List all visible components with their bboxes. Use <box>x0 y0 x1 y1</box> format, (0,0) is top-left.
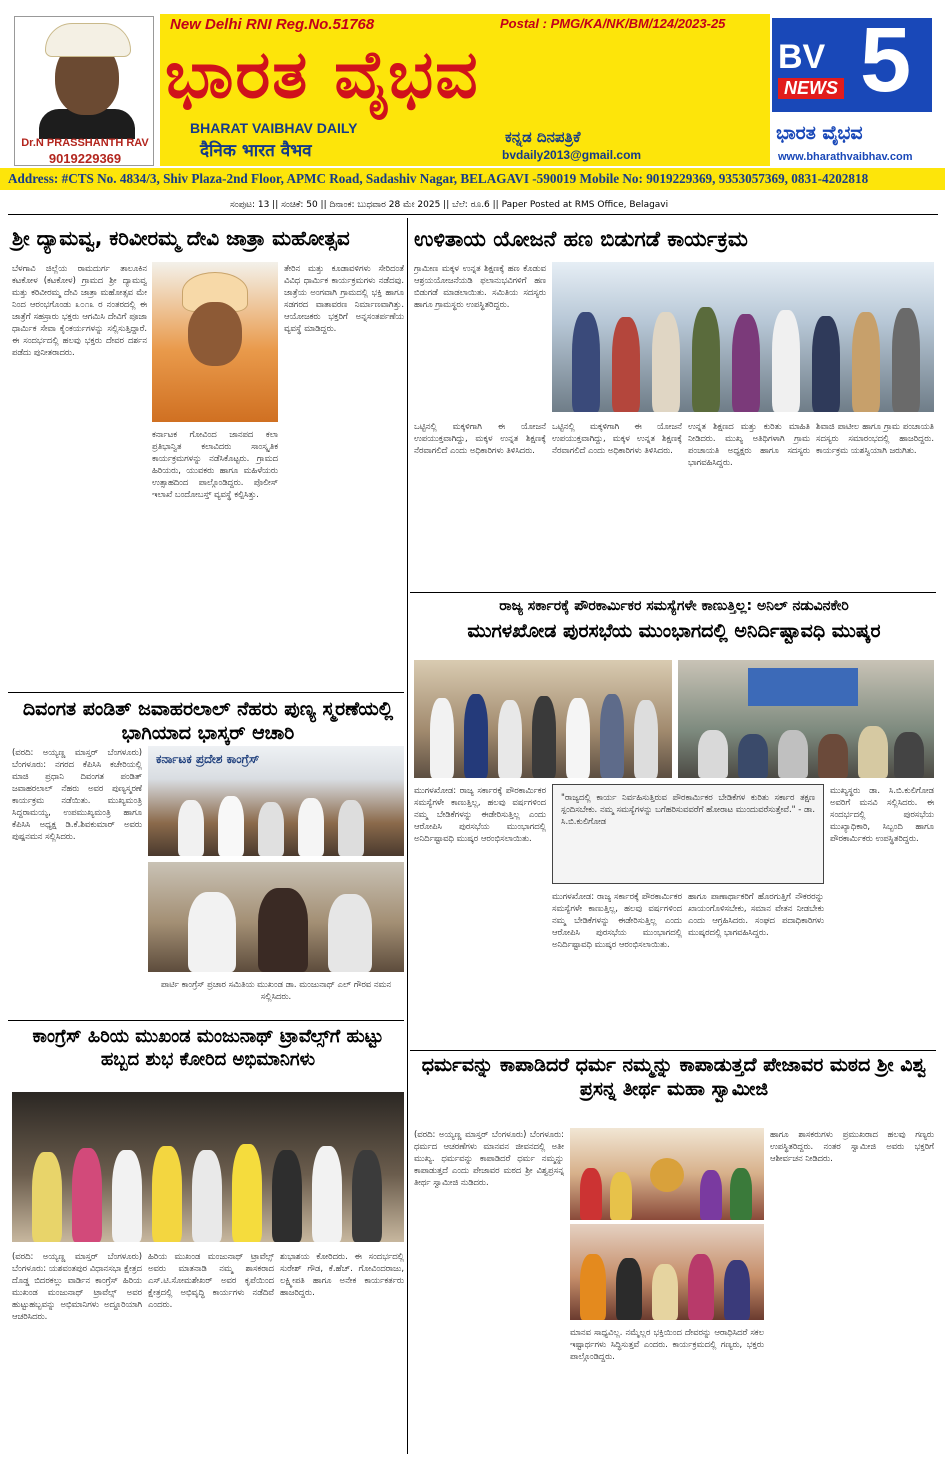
person-face <box>188 302 242 366</box>
article-headline: ಕಾಂಗ್ರೆಸ್ ಹಿರಿಯ ಮುಖಂಡ ಮಂಜುನಾಥ್ ಟ್ರಾವೆಲ್ಸ್‌ಗೆ ಹುಟ್ಟು ಹಬ್ಬದ ಶುಭ ಕೋರಿದ ಅಭಿಮಾನಿಗಳು <box>32 1026 384 1070</box>
person <box>700 1170 722 1220</box>
person <box>692 307 720 412</box>
divider <box>8 214 938 215</box>
logo-bv: BV <box>778 38 826 76</box>
person <box>818 734 848 778</box>
person <box>616 1258 642 1320</box>
person <box>730 1168 752 1220</box>
person <box>772 310 800 412</box>
idol <box>650 1158 684 1192</box>
person <box>732 314 760 412</box>
person <box>724 1260 750 1320</box>
article-body: ಹಿರಿಯ ಮುಖಂಡ ಮಂಜುನಾಥ್ ಟ್ರಾವೆಲ್ಸ್ ಅವರು ಮಾತನಾಡಿ ನಮ್ಮ ಶಾಸಕರಾದ ಎಸ್.ಟಿ.ಸೋಮಶೇಖರ್ ಅವರ ಕೃಪೆಯಿಂದ ಕ್ಷೇತ್ರದಲ್ಲಿ ಅಭಿವೃದ್ಧಿ ಕಾರ್ಯಗಳು ನಡೆದಿವೆ ಎಂದರು. <box>148 1251 274 1309</box>
divider <box>8 1020 404 1021</box>
article-body: ಉನ್ನತ ಶಿಕ್ಷಣದ ಮತ್ತು ಕುರಿತು ಮಾಹಿತಿ ನೀಡಿದರು. ಮುಖ್ಯ ಅತಿಥಿಗಳಾಗಿ ಗ್ರಾಮ ಪಂಚಾಯತಿ ಅಧ್ಯಕ್ಷರು ಹಾಗೂ ಸದಸ್ಯರು ಭಾಗವಹಿಸಿದ್ದರು. <box>688 421 810 467</box>
masthead <box>0 0 945 195</box>
article-photo <box>148 746 404 856</box>
person <box>152 1146 182 1242</box>
logo-news: NEWS <box>778 78 844 99</box>
address-bar: Address: #CTS No. 4834/3, Shiv Plaza-2nd Floor, APMC Road, Sadashiv Nagar, BELAGAVI -590019 Mobile No: 9019229369, 9353057369, 0831-4202818 <box>0 168 945 190</box>
article-photo <box>414 660 672 778</box>
person <box>634 700 658 778</box>
email: bvdaily2013@gmail.com <box>502 148 642 162</box>
photo-caption: ಪಾರ್ಟಿ ಕಾಂಗ್ರೆಸ್ ಪ್ರಚಾರ ಸಮಿತಿಯ ಮುಖಂಡ ಡಾ. ಮಂಜುನಾಥ್ ಎಲ್ ಗೌರವ ನಮನ ಸಲ್ಲಿಸಿದರು. <box>160 979 392 1001</box>
logo-box <box>772 9 932 112</box>
person <box>218 796 244 856</box>
logo-5: 5 <box>860 9 912 111</box>
article-photo <box>678 660 934 778</box>
person <box>738 734 768 778</box>
person <box>652 1264 678 1320</box>
person <box>312 1146 342 1242</box>
bv5-logo <box>772 9 932 166</box>
person <box>612 317 640 412</box>
article-headline: ಉಳಿತಾಯ ಯೋಜನೆ ಹಣ ಬಿಡುಗಡೆ ಕಾರ್ಯಕ್ರಮ <box>414 227 748 251</box>
article-photo <box>152 262 278 422</box>
postal-reg: Postal : PMG/KA/NK/BM/124/2023-25 <box>500 16 726 31</box>
divider <box>8 692 404 693</box>
person <box>600 694 624 778</box>
hindi-title: दैनिक भारत वैभव <box>200 141 312 161</box>
article-body: ಒಟ್ಟಿನಲ್ಲಿ ಮಕ್ಕಳಿಗಾಗಿ ಈ ಯೋಜನೆ ಉಪಯುಕ್ತವಾಗಿದ್ದು, ಮಕ್ಕಳ ಉನ್ನತ ಶಿಕ್ಷಣಕ್ಕೆ ನೆರವಾಗಲಿದೆ ಎಂದು ಅಧಿಕಾರಿಗಳು ತಿಳಿಸಿದರು. <box>552 421 682 455</box>
article-body: (ವರದಿ: ಅಯ್ಯಣ್ಣ ಮಾಸ್ತರ್ ಬೆಂಗಳೂರು) ಬೆಂಗಳೂರು: ನಗರದ ಕೆಪಿಸಿಸಿ ಕಚೇರಿಯಲ್ಲಿ ಮಾಜಿ ಪ್ರಧಾನಿ ದಿವಂಗತ ಪಂಡಿತ್ ಜವಾಹರಲಾಲ್ ನೆಹರು ಅವರ ಪುಣ್ಯಸ್ಮರಣೆ ಕಾರ್ಯಕ್ರಮ ನಡೆಯಿತು. ಮುಖ್ಯಮಂತ್ರಿ ಸಿದ್ದರಾಮಯ್ಯ, ಉಪಮುಖ್ಯಮಂತ್ರಿ ಹಾಗೂ ಕೆಪಿಸಿಸಿ ಅಧ್ಯಕ್ಷ ಡಿ.ಕೆ.ಶಿವಕುಮಾರ್ ಅವರು ಪುಷ್ಪನಮನ ಸಲ್ಲಿಸಿದರು. <box>12 747 142 841</box>
article-headline: ದಿವಂಗತ ಪಂಡಿತ್ ಜವಾಹರಲಾಲ್ ನೆಹರು ಪುಣ್ಯ ಸ್ಮರಣೆಯಲ್ಲಿ ಭಾಗಿಯಾದ ಭಾಸ್ಕರ್ ಆಚಾರಿ <box>22 698 394 744</box>
article-body: ಹಾಗೂ ಶಾಸಕರುಗಳು ಪ್ರಮುಖರಾದ ಹಲವು ಗಣ್ಯರು ಉಪಸ್ಥಿತರಿದ್ದರು. ನಂತರ ಸ್ವಾಮೀಜಿ ಅವರು ಭಕ್ತರಿಗೆ ಆಶೀರ್ವಚನ ನೀಡಿದರು. <box>770 1129 934 1163</box>
person <box>328 894 372 972</box>
person <box>812 316 840 412</box>
person <box>112 1150 142 1242</box>
person <box>532 696 556 778</box>
article-body: ಕರ್ನಾಟಕ ಗೋವಿಂದ ಜಾನಪದ ಕಲಾ ಪ್ರತಿಭಾನ್ವಿತ ಕಲಾವಿದರು ಸಾಂಸ್ಕೃತಿಕ ಕಾರ್ಯಕ್ರಮಗಳನ್ನು ನಡೆಸಿಕೊಟ್ಟರು. ಗ್ರಾಮದ ಹಿರಿಯರು, ಯುವಕರು ಹಾಗೂ ಮಹಿಳೆಯರು ಉತ್ಸಾಹದಿಂದ ಪಾಲ್ಗೊಂಡಿದ್ದರು. ಪೊಲೀಸ್ ಇಲಾಖೆ ಬಂದೋಬಸ್ತ್ ವ್ಯವಸ್ಥೆ ಕಲ್ಪಿಸಿತ್ತು. <box>152 429 278 499</box>
person <box>580 1254 606 1320</box>
person <box>298 798 324 856</box>
article-body: ಶಿವಾಜಿ ಪಾಟೀಲ ಹಾಗೂ ಗ್ರಾಮ ಪಂಚಾಯತಿ ಸದಸ್ಯರು ಸಮಾರಂಭದಲ್ಲಿ ಹಾಜರಿದ್ದರು. ಕಾರ್ಯಕ್ರಮ ಯಶಸ್ವಿಯಾಗಿ ಜರುಗಿತು. <box>816 421 934 455</box>
article-body: ತೇರಿನ ಮತ್ತು ಕೂಡಾವಳಿಗಳು ಸೇರಿದಂತೆ ವಿವಿಧ ಧಾರ್ಮಿಕ ಕಾರ್ಯಕ್ರಮಗಳು ನಡೆದವು. ಜಾತ್ರೆಯ ಅಂಗವಾಗಿ ಗ್ರಾಮದಲ್ಲಿ ಭಕ್ತಿ ಹಾಗೂ ಸಡಗರದ ವಾತಾವರಣ ನಿರ್ಮಾಣವಾಗಿತ್ತು. ಆಯೋಜಕರು ಭಕ್ತರಿಗೆ ಅನ್ನಸಂತರ್ಪಣೆಯ ವ್ಯವಸ್ಥೆ ಮಾಡಿದ್ದರು. <box>284 263 404 333</box>
article-body: ಮುಖ್ಯಸ್ಥರು ಡಾ. ಸಿ.ಬಿ.ಕುಲಿಗೋಡ ಅವರಿಗೆ ಮನವಿ ಸಲ್ಲಿಸಿದರು. ಈ ಸಂದರ್ಭದಲ್ಲಿ ಪುರಸಭೆಯ ಮುಖ್ಯಾಧಿಕಾರಿ, ಸಿಬ್ಬಂದಿ ಹಾಗೂ ಪೌರಕಾರ್ಮಿಕರು ಉಪಸ್ಥಿತರಿದ್ದರು. <box>830 785 934 843</box>
article-photo <box>148 862 404 972</box>
protest-banner <box>748 668 858 706</box>
article-body: ಹಾಗೂ ಪಾಣಾರ್ಥಾಕರಿಗೆ ಹೊರಗುತ್ತಿಗೆ ನೌಕರರನ್ನು ಖಾಯಂಗೊಳಿಸಬೇಕು, ಸಮಾನ ವೇತನ ನೀಡಬೇಕು ಎಂದು ಆಗ್ರಹಿಸಿದರು. ಸಂಘದ ಪದಾಧಿಕಾರಿಗಳು ಮುಷ್ಕರದಲ್ಲಿ ಭಾಗವಹಿಸಿದ್ದರು. <box>688 891 824 937</box>
divider <box>410 592 936 593</box>
article-body: ಬೆಳಗಾವಿ ಜಿಲ್ಲೆಯ ರಾಮದುರ್ಗ ತಾಲೂಕಿನ ಕಟಕೋಳ (ಕಟಕೋಳ) ಗ್ರಾಮದ ಶ್ರೀ ದ್ಯಾಮವ್ವ ಮತ್ತು ಕರಿವೀರಮ್ಮ ದೇವಿ ಜಾತ್ರಾ ಮಹೋತ್ಸವ ಮೇ ನಿಂದ ಆರಂಭಗೊಂಡು ೩೦೧೩ ರ ನಂತರದಲ್ಲಿ ಈ ಜಾತ್ರೆಗೆ ಸಹಸ್ರಾರು ಭಕ್ತರು ಆಗಮಿಸಿ ದೇವಿಗೆ ಪೂಜಾ ಧಾರ್ಮಿಕ ಸೇವಾ ಕೈಂಕರ್ಯಗಳನ್ನು ಸಲ್ಲಿಸುತ್ತಿದ್ದಾರೆ. ಈ ಸಂದರ್ಭದಲ್ಲಿ ಹಲವು ಭಕ್ತರು ದೇವರ ದರ್ಶನ ಪಡೆದು ಪುನೀತರಾದರು. <box>12 263 147 357</box>
person <box>430 698 454 778</box>
quote-box: "ರಾಜ್ಯದಲ್ಲಿ ಕಾರ್ಯ ನಿರ್ವಹಿಸುತ್ತಿರುವ ಪೌರಕಾರ್ಮಿಕರ ಬೇಡಿಕೆಗಳ ಕುರಿತು ಸರ್ಕಾರ ತಕ್ಷಣ ಸ್ಪಂದಿಸಬೇಕು. ನಮ್ಮ ಸಮಸ್ಯೆಗಳನ್ನು ಬಗೆಹರಿಸುವವರೆಗೆ ಹೋರಾಟ ಮುಂದುವರೆಸುತ್ತೇವೆ." - ಡಾ. ಸಿ.ಬಿ.ಕುಲಿಗೋಡ <box>552 784 824 884</box>
divider <box>410 1050 936 1051</box>
person <box>652 312 680 412</box>
person <box>610 1172 632 1220</box>
person <box>566 698 590 778</box>
article-kicker: ರಾಜ್ಯ ಸರ್ಕಾರಕ್ಕೆ ಪೌರಕಾರ್ಮಿಕರ ಸಮಸ್ಯೆಗಳೇ ಕಾಣುತ್ತಿಲ್ಲ: ಅನಿಲ್ ನಡುವಿನಕೇರಿ <box>499 598 849 614</box>
article-body: (ವರದಿ: ಅಯ್ಯಣ್ಣ ಮಾಸ್ತರ್ ಬೆಂಗಳೂರು) ಬೆಂಗಳೂರು: ಧರ್ಮದ ಆಚರಣೆಗಳು ಮಾನವನ ಜೀವನದಲ್ಲಿ ಅತೀ ಮುಖ್ಯ. ಧರ್ಮವನ್ನು ಕಾಪಾಡಿದರೆ ಧರ್ಮ ನಮ್ಮನ್ನು ಕಾಪಾಡುತ್ತದೆ ಎಂದು ಪೇಜಾವರ ಮಠದ ಶ್ರೀ ವಿಶ್ವಪ್ರಸನ್ನ ತೀರ್ಥ ಸ್ವಾಮೀಜಿ ನುಡಿದರು. <box>414 1129 564 1187</box>
person <box>498 700 522 778</box>
person <box>894 732 924 778</box>
person <box>852 312 880 412</box>
promo-caption: Dr.N PRASSHANTH RAV <box>21 137 149 149</box>
article-photo <box>552 262 934 412</box>
column-divider <box>407 218 408 1454</box>
person <box>192 1150 222 1242</box>
person <box>858 726 888 778</box>
person <box>698 730 728 778</box>
banner-text: ಕರ್ನಾಟಕ ಪ್ರದೇಶ ಕಾಂಗ್ರೆಸ್ <box>156 752 260 766</box>
promo-photo <box>14 16 154 166</box>
article-body: ಮುಗಳಖೋಡ: ರಾಜ್ಯ ಸರ್ಕಾರಕ್ಕೆ ಪೌರಕಾರ್ಮಿಕರ ಸಮಸ್ಯೆಗಳೇ ಕಾಣುತ್ತಿಲ್ಲ, ಹಲವು ವರ್ಷಗಳಿಂದ ನಮ್ಮ ಬೇಡಿಕೆಗಳನ್ನು ಈಡೇರಿಸುತ್ತಿಲ್ಲ ಎಂದು ಆರೋಪಿಸಿ ಪುರಸಭೆಯ ಮುಂಭಾಗದಲ್ಲಿ ಅನಿರ್ದಿಷ್ಟಾವಧಿ ಮುಷ್ಕರ ಆರಂಭಿಸಲಾಯಿತು. <box>552 891 682 949</box>
person <box>72 1148 102 1242</box>
person <box>338 800 364 856</box>
person <box>188 892 236 972</box>
person <box>352 1150 382 1242</box>
person <box>688 1254 714 1320</box>
rni-number: New Delhi RNI Reg.No.51768 <box>170 16 375 33</box>
person <box>32 1152 62 1242</box>
turban <box>45 23 131 57</box>
article-body: ಗ್ರಾಮೀಣ ಮಕ್ಕಳ ಉನ್ನತ ಶಿಕ್ಷಣಕ್ಕೆ ಹಣ ಕೊಡುವ ಆಶ್ರಯಯೋಜನೆಯಡಿ ಫಲಾನುಭವಿಗಳಿಗೆ ಹಣ ಬಿಡುಗಡೆ ಮಾಡಲಾಯಿತು. ಸಮಿತಿಯ ಸದಸ್ಯರು ಹಾಗೂ ಗ್ರಾಮಸ್ಥರು ಉಪಸ್ಥಿತರಿದ್ದರು. <box>414 263 546 309</box>
article-photo <box>570 1128 764 1220</box>
person <box>232 1144 262 1242</box>
article-body: ಮಾನವ ಸಾಧ್ಯವಿಲ್ಲ. ನಮ್ಮೆಲ್ಲರ ಭಕ್ತಿಯಿಂದ ದೇವರನ್ನು ಆರಾಧಿಸಿದರೆ ಸಕಲ ಇಷ್ಟಾರ್ಥಗಳು ಸಿದ್ಧಿಸುತ್ತವೆ ಎಂದರು. ಕಾರ್ಯಕ್ರಮದಲ್ಲಿ ಗಣ್ಯರು, ಭಕ್ತರು ಪಾಲ್ಗೊಂಡಿದ್ದರು. <box>570 1327 764 1361</box>
person <box>778 730 808 778</box>
article-body: ಶುಭಾಶಯ ಕೋರಿದರು. ಈ ಸಂದರ್ಭದಲ್ಲಿ ಸುರೇಶ್ ಗೌಡ, ಕೆ.ಹೆಚ್. ಗೋವಿಂದರಾಜು, ಲಕ್ಷ್ಮೀಪತಿ ಹಾಗೂ ಅನೇಕ ಕಾರ್ಯಕರ್ತರು ಹಾಜರಿದ್ದರು. <box>280 1251 404 1297</box>
issue-line: ಸಂಪುಟ: 13 || ಸಂಚಿಕೆ: 50 || ದಿನಾಂಕ: ಬುಧವಾರ 28 ಮೇ 2025 || ಬೆಲೆ: ರೂ.6 || Paper Posted at RMS Office, Belagavi <box>230 200 669 210</box>
article-photo <box>12 1092 404 1242</box>
person <box>258 802 284 856</box>
article-body: ಮುಗಳಖೋಡ: ರಾಜ್ಯ ಸರ್ಕಾರಕ್ಕೆ ಪೌರಕಾರ್ಮಿಕರ ಸಮಸ್ಯೆಗಳೇ ಕಾಣುತ್ತಿಲ್ಲ, ಹಲವು ವರ್ಷಗಳಿಂದ ನಮ್ಮ ಬೇಡಿಕೆಗಳನ್ನು ಈಡೇರಿಸುತ್ತಿಲ್ಲ ಎಂದು ಆರೋಪಿಸಿ ಪುರಸಭೆಯ ಮುಂಭಾಗದಲ್ಲಿ ಅನಿರ್ದಿಷ್ಟಾವಧಿ ಮುಷ್ಕರ ಆರಂಭಿಸಲಾಯಿತು. <box>414 785 546 843</box>
kannada-daily-label: ಕನ್ನಡ ದಿನಪತ್ರಿಕೆ <box>505 128 581 146</box>
newspaper-title: ಭಾರತ ವೈಭವ <box>165 36 480 113</box>
article-body: ಒಟ್ಟಿನಲ್ಲಿ ಮಕ್ಕಳಿಗಾಗಿ ಈ ಯೋಜನೆ ಉಪಯುಕ್ತವಾಗಿದ್ದು, ಮಕ್ಕಳ ಉನ್ನತ ಶಿಕ್ಷಣಕ್ಕೆ ನೆರವಾಗಲಿದೆ ಎಂದು ಅಧಿಕಾರಿಗಳು ತಿಳಿಸಿದರು. <box>414 421 546 455</box>
article-photo <box>570 1224 764 1320</box>
person <box>258 888 308 972</box>
article-headline: ಧರ್ಮವನ್ನು ಕಾಪಾಡಿದರೆ ಧರ್ಮ ನಮ್ಮನ್ನು ಕಾಪಾಡುತ್ತದೆ ಪೇಜಾವರ ಮಠದ ಶ್ರೀ ವಿಶ್ವ ಪ್ರಸನ್ನ ತೀರ್ಥ ಮಹಾ ಸ್ವಾಮೀಜಿ <box>421 1054 927 1100</box>
person <box>892 308 920 412</box>
promo-phone: 9019229369 <box>48 151 122 166</box>
person <box>178 800 204 856</box>
person <box>464 694 488 778</box>
person <box>272 1150 302 1242</box>
article-headline: ಮುಗಳಖೋಡ ಪುರಸಭೆಯ ಮುಂಭಾಗದಲ್ಲಿ ಅನಿರ್ದಿಷ್ಟಾವಧಿ ಮುಷ್ಕರ <box>467 620 881 642</box>
person <box>580 1168 602 1220</box>
article-headline: ಶ್ರೀ ದ್ಯಾಮವ್ವ, ಕರಿವೀರಮ್ಮ ದೇವಿ ಜಾತ್ರಾ ಮಹೋತ್ಸವ <box>12 226 350 250</box>
article-body: (ವರದಿ: ಅಯ್ಯಣ್ಣ ಮಾಸ್ತರ್ ಬೆಂಗಳೂರು) ಬೆಂಗಳೂರು: ಯಶವಂತಪುರ ವಿಧಾನಸಭಾ ಕ್ಷೇತ್ರದ ದೊಡ್ಡ ಬಿದರಕಲ್ಲು ವಾರ್ಡಿನ ಕಾಂಗ್ರೆಸ್ ಹಿರಿಯ ಮುಖಂಡ ಮಂಜುನಾಥ್ ಟ್ರಾವೆಲ್ಸ್ ಅವರ ಹುಟ್ಟುಹಬ್ಬವನ್ನು ಅಭಿಮಾನಿಗಳು ಅದ್ದೂರಿಯಾಗಿ ಆಚರಿಸಿದರು. <box>12 1251 142 1321</box>
website-url: www.bharathvaibhav.com <box>778 151 913 163</box>
logo-kannada: ಭಾರತ ವೈಭವ <box>776 122 863 144</box>
person <box>572 312 600 412</box>
english-title: BHARAT VAIBHAV DAILY <box>190 120 358 136</box>
